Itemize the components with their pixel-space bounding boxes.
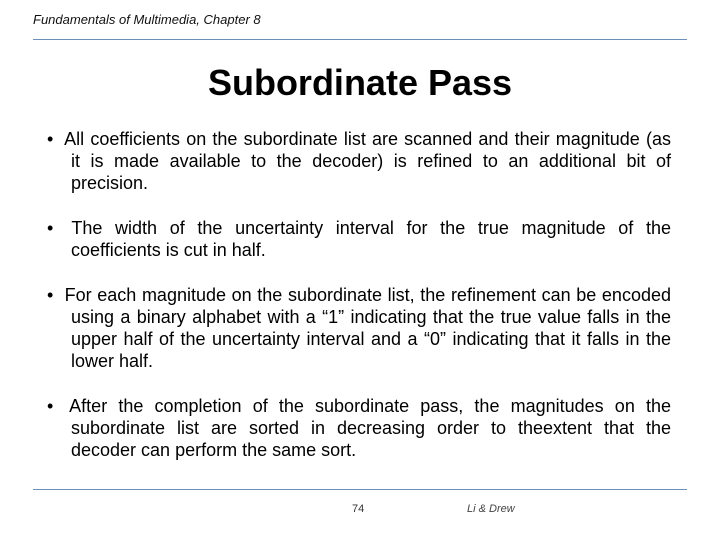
- page-number: 74: [352, 503, 365, 515]
- chapter-header: Fundamentals of Multimedia, Chapter 8: [33, 12, 261, 27]
- bullet-text: The width of the uncertainty interval for the true magnitude of the coefficients is cut in half.: [71, 218, 671, 260]
- bullet-item-4: [47, 395, 671, 461]
- bullet-text: After the completion of the subordinate pass, the magnitudes on the subordinate list are sorted in decreasing order to theextent that the decoder can perform the same sort.: [69, 396, 672, 460]
- bullet-dot: •: [47, 285, 54, 305]
- bullet-dot: •: [47, 218, 54, 238]
- slide-title: Subordinate Pass: [207, 62, 513, 103]
- bullet-text: All coefficients on the subordinate list are scanned and their magnitude (as it is made available to the decoder) is refined to an additional bit of precision.: [64, 129, 671, 193]
- bullet-text: For each magnitude on the subordinate list, the refinement can be encoded using a binary alphabet with a “1” indicating that the true value falls in the upper half of the uncertainty interval and a “0” indicating that it falls in the lower half.: [64, 285, 671, 371]
- bullet-dot: •: [47, 129, 54, 149]
- header-divider: [33, 39, 687, 40]
- bullet-item-3: [47, 284, 671, 372]
- bullet-dot: •: [47, 396, 54, 416]
- bullet-item-1: [47, 128, 671, 194]
- footer-authors: Li & Drew: [467, 503, 515, 515]
- bullet-item-2: [47, 217, 671, 261]
- footer-divider: [33, 489, 687, 490]
- bullet-list: [47, 128, 671, 461]
